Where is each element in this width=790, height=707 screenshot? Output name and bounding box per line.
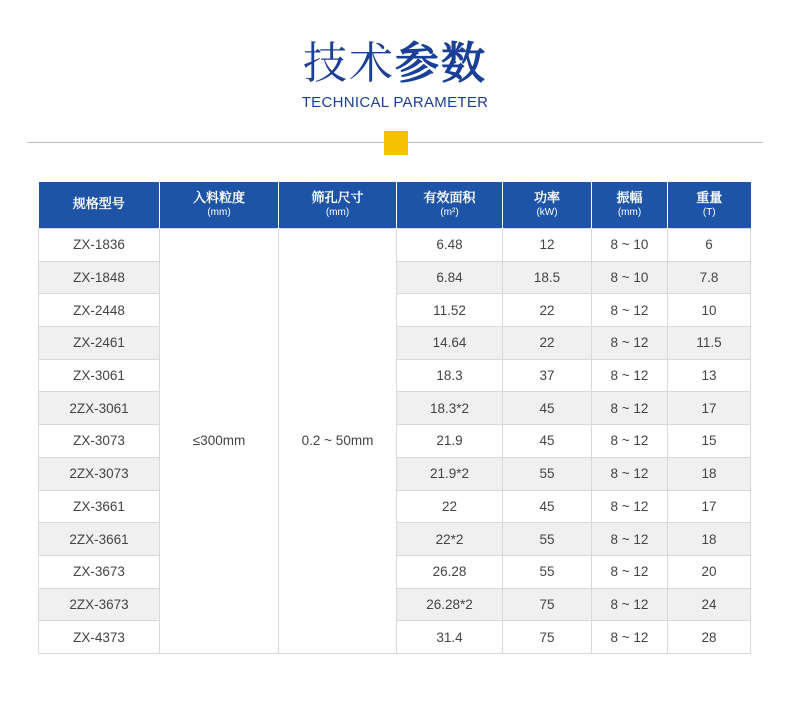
amplitude-cell: 8 ~ 12: [592, 359, 668, 392]
weight-cell: 18: [668, 523, 751, 556]
header-power: [503, 182, 592, 229]
area-cell: 6.48: [397, 229, 503, 262]
amplitude-cell: 8 ~ 12: [592, 621, 668, 654]
weight-cell: 17: [668, 392, 751, 425]
parameter-table: [38, 182, 751, 654]
amplitude-cell: 8 ~ 10: [592, 261, 668, 294]
area-cell: 22: [397, 490, 503, 523]
model-cell: 2ZX-3073: [39, 457, 160, 490]
weight-cell: 17: [668, 490, 751, 523]
header-label: 筛孔尺寸: [311, 191, 364, 206]
section-title: [0, 38, 790, 111]
table-row: [39, 229, 751, 262]
amplitude-cell: 8 ~ 12: [592, 294, 668, 327]
header-label: 规格型号: [72, 197, 125, 212]
area-cell: 6.84: [397, 261, 503, 294]
model-cell: ZX-1836: [39, 229, 160, 262]
model-cell: ZX-3661: [39, 490, 160, 523]
model-cell: ZX-3061: [39, 359, 160, 392]
model-cell: ZX-2448: [39, 294, 160, 327]
power-cell: 55: [503, 555, 592, 588]
amplitude-cell: 8 ~ 12: [592, 327, 668, 360]
header-unit: (mm): [325, 207, 350, 218]
area-cell: 22*2: [397, 523, 503, 556]
table-header-row: [39, 182, 751, 229]
area-cell: 26.28*2: [397, 588, 503, 621]
weight-cell: 7.8: [668, 261, 751, 294]
power-cell: 45: [503, 392, 592, 425]
title-bold: 参数: [395, 38, 487, 89]
header-label: 功率: [533, 191, 560, 206]
accent-square: [384, 131, 408, 155]
amplitude-cell: 8 ~ 12: [592, 490, 668, 523]
power-cell: 75: [503, 621, 592, 654]
weight-cell: 24: [668, 588, 751, 621]
feed-size-cell: ≤300mm: [160, 229, 279, 654]
weight-cell: 18: [668, 457, 751, 490]
amplitude-cell: 8 ~ 12: [592, 555, 668, 588]
header-area: [397, 182, 503, 229]
header-unit: (m²): [440, 207, 459, 218]
header-label: 有效面积: [423, 191, 476, 206]
amplitude-cell: 8 ~ 12: [592, 523, 668, 556]
header-feed-size: [160, 182, 279, 229]
weight-cell: 28: [668, 621, 751, 654]
weight-cell: 20: [668, 555, 751, 588]
model-cell: 2ZX-3061: [39, 392, 160, 425]
power-cell: 45: [503, 490, 592, 523]
power-cell: 12: [503, 229, 592, 262]
header-label: 振幅: [616, 191, 643, 206]
amplitude-cell: 8 ~ 12: [592, 588, 668, 621]
weight-cell: 10: [668, 294, 751, 327]
model-cell: ZX-1848: [39, 261, 160, 294]
area-cell: 18.3: [397, 359, 503, 392]
weight-cell: 11.5: [668, 327, 751, 360]
header-model: [39, 182, 160, 229]
header-label: 入料粒度: [192, 191, 245, 206]
power-cell: 55: [503, 523, 592, 556]
weight-cell: 6: [668, 229, 751, 262]
area-cell: 11.52: [397, 294, 503, 327]
amplitude-cell: 8 ~ 12: [592, 392, 668, 425]
power-cell: 37: [503, 359, 592, 392]
power-cell: 55: [503, 457, 592, 490]
header-unit: (T): [702, 207, 716, 218]
header-unit: (mm): [207, 207, 231, 218]
page-subtitle: TECHNICAL PARAMETER: [301, 94, 489, 111]
model-cell: 2ZX-3673: [39, 588, 160, 621]
amplitude-cell: 8 ~ 12: [592, 425, 668, 458]
area-cell: 31.4: [397, 621, 503, 654]
area-cell: 14.64: [397, 327, 503, 360]
header-amplitude: [592, 182, 668, 229]
power-cell: 18.5: [503, 261, 592, 294]
area-cell: 26.28: [397, 555, 503, 588]
header-weight: [668, 182, 751, 229]
model-cell: ZX-3673: [39, 555, 160, 588]
title-light: 技术: [303, 38, 395, 89]
weight-cell: 15: [668, 425, 751, 458]
header-mesh-size: [279, 182, 397, 229]
power-cell: 45: [503, 425, 592, 458]
area-cell: 18.3*2: [397, 392, 503, 425]
area-cell: 21.9*2: [397, 457, 503, 490]
area-cell: 21.9: [397, 425, 503, 458]
header-unit: (mm): [617, 207, 642, 218]
header-unit: (kW): [536, 207, 558, 218]
power-cell: 22: [503, 327, 592, 360]
weight-cell: 13: [668, 359, 751, 392]
header-label: 重量: [696, 191, 723, 206]
amplitude-cell: 8 ~ 12: [592, 457, 668, 490]
mesh-size-cell: 0.2 ~ 50mm: [279, 229, 397, 654]
power-cell: 22: [503, 294, 592, 327]
model-cell: ZX-4373: [39, 621, 160, 654]
power-cell: 75: [503, 588, 592, 621]
page-title: [0, 38, 790, 90]
amplitude-cell: 8 ~ 10: [592, 229, 668, 262]
model-cell: ZX-3073: [39, 425, 160, 458]
model-cell: ZX-2461: [39, 327, 160, 360]
model-cell: 2ZX-3661: [39, 523, 160, 556]
